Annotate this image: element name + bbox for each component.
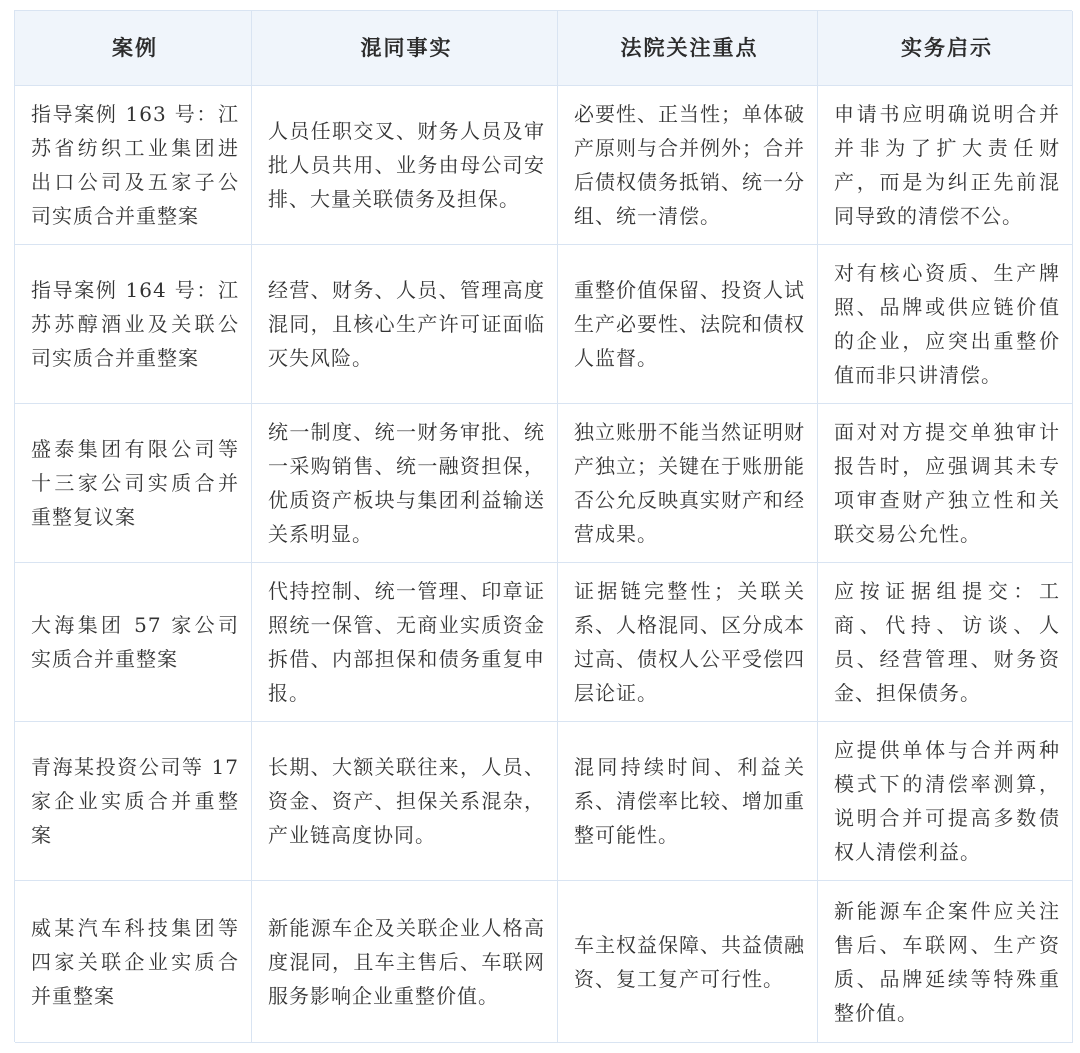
header-insight-label: 实务启示	[901, 35, 993, 60]
row-2-facts-cell	[252, 245, 558, 404]
row-5-case-cell	[15, 722, 252, 881]
row-5-case: 青海某投资公司等 17 家企业实质合并重整案	[31, 755, 239, 847]
row-5-facts-cell	[252, 722, 558, 881]
header-case	[15, 11, 252, 86]
row-2-focus-cell	[558, 245, 818, 404]
row-1-insight-cell	[818, 86, 1073, 245]
row-5-focus: 混同持续时间、利益关系、清偿率比较、增加重整可能性。	[574, 755, 805, 847]
row-4-focus: 证据链完整性；关联关系、人格混同、区分成本过高、债权人公平受偿四层论证。	[574, 579, 805, 705]
header-facts-label: 混同事实	[360, 35, 453, 60]
row-6-focus-cell	[558, 881, 818, 1043]
row-1-case-cell	[15, 86, 252, 245]
row-1-facts: 人员任职交叉、财务人员及审批人员共用、业务由母公司安排、大量关联债务及担保。	[268, 119, 545, 211]
row-4-insight-cell	[818, 563, 1073, 722]
row-2-insight: 对有核心资质、生产牌照、品牌或供应链价值的企业，应突出重整价值而非只讲清偿。	[834, 261, 1060, 387]
header-focus	[558, 11, 818, 86]
row-1-insight: 申请书应明确说明合并并非为了扩大责任财产，而是为纠正先前混同导致的清偿不公。	[834, 102, 1060, 228]
row-4-case: 大海集团 57 家公司实质合并重整案	[31, 613, 239, 671]
row-3-insight: 面对对方提交单独审计报告时，应强调其未专项审查财产独立性和关联交易公允性。	[834, 420, 1060, 546]
header-focus-label: 法院关注重点	[620, 35, 759, 60]
row-3-facts: 统一制度、统一财务审批、统一采购销售、统一融资担保，优质资产板块与集团利益输送关系明显。	[268, 420, 545, 546]
row-5-focus-cell	[558, 722, 818, 881]
row-1-focus-cell	[558, 86, 818, 245]
case-comparison-table	[14, 10, 1072, 1042]
row-3-facts-cell	[252, 404, 558, 563]
row-6-facts-cell	[252, 881, 558, 1043]
row-3-insight-cell	[818, 404, 1073, 563]
row-4-facts-cell	[252, 563, 558, 722]
row-4-focus-cell	[558, 563, 818, 722]
row-2-facts: 经营、财务、人员、管理高度混同，且核心生产许可证面临灭失风险。	[268, 278, 545, 370]
header-case-label: 案例	[112, 35, 158, 60]
row-6-facts: 新能源车企及关联企业人格高度混同，且车主售后、车联网服务影响企业重整价值。	[268, 915, 545, 1008]
row-6-case-cell	[15, 881, 252, 1043]
header-facts	[252, 11, 558, 86]
row-5-insight-cell	[818, 722, 1073, 881]
row-6-insight-cell	[818, 881, 1073, 1043]
row-1-case: 指导案例 163 号：江苏省纺织工业集团进出口公司及五家子公司实质合并重整案	[31, 102, 239, 228]
row-1-focus: 必要性、正当性；单体破产原则与合并例外；合并后债权债务抵销、统一分组、统一清偿。	[574, 102, 805, 228]
row-2-case-cell	[15, 245, 252, 404]
row-3-case-cell	[15, 404, 252, 563]
row-2-insight-cell	[818, 245, 1073, 404]
row-3-focus-cell	[558, 404, 818, 563]
header-insight	[818, 11, 1073, 86]
row-3-focus: 独立账册不能当然证明财产独立；关键在于账册能否公允反映真实财产和经营成果。	[574, 420, 805, 546]
row-6-focus: 车主权益保障、共益债融资、复工复产可行性。	[574, 932, 805, 991]
row-6-insight: 新能源车企案件应关注售后、车联网、生产资质、品牌延续等特殊重整价值。	[834, 898, 1060, 1025]
row-4-case-cell	[15, 563, 252, 722]
row-5-insight: 应提供单体与合并两种模式下的清偿率测算，说明合并可提高多数债权人清偿利益。	[834, 738, 1060, 864]
row-6-case: 威某汽车科技集团等四家关联企业实质合并重整案	[31, 915, 239, 1008]
row-2-case: 指导案例 164 号：江苏苏醇酒业及关联公司实质合并重整案	[31, 278, 239, 370]
row-4-insight: 应按证据组提交：工商、代持、访谈、人员、经营管理、财务资金、担保债务。	[834, 579, 1060, 705]
row-4-facts: 代持控制、统一管理、印章证照统一保管、无商业实质资金拆借、内部担保和债务重复申报。	[268, 579, 545, 705]
row-2-focus: 重整价值保留、投资人试生产必要性、法院和债权人监督。	[574, 278, 805, 370]
row-1-facts-cell	[252, 86, 558, 245]
row-5-facts: 长期、大额关联往来，人员、资金、资产、担保关系混杂，产业链高度协同。	[268, 755, 545, 847]
row-3-case: 盛泰集团有限公司等十三家公司实质合并重整复议案	[31, 437, 239, 529]
